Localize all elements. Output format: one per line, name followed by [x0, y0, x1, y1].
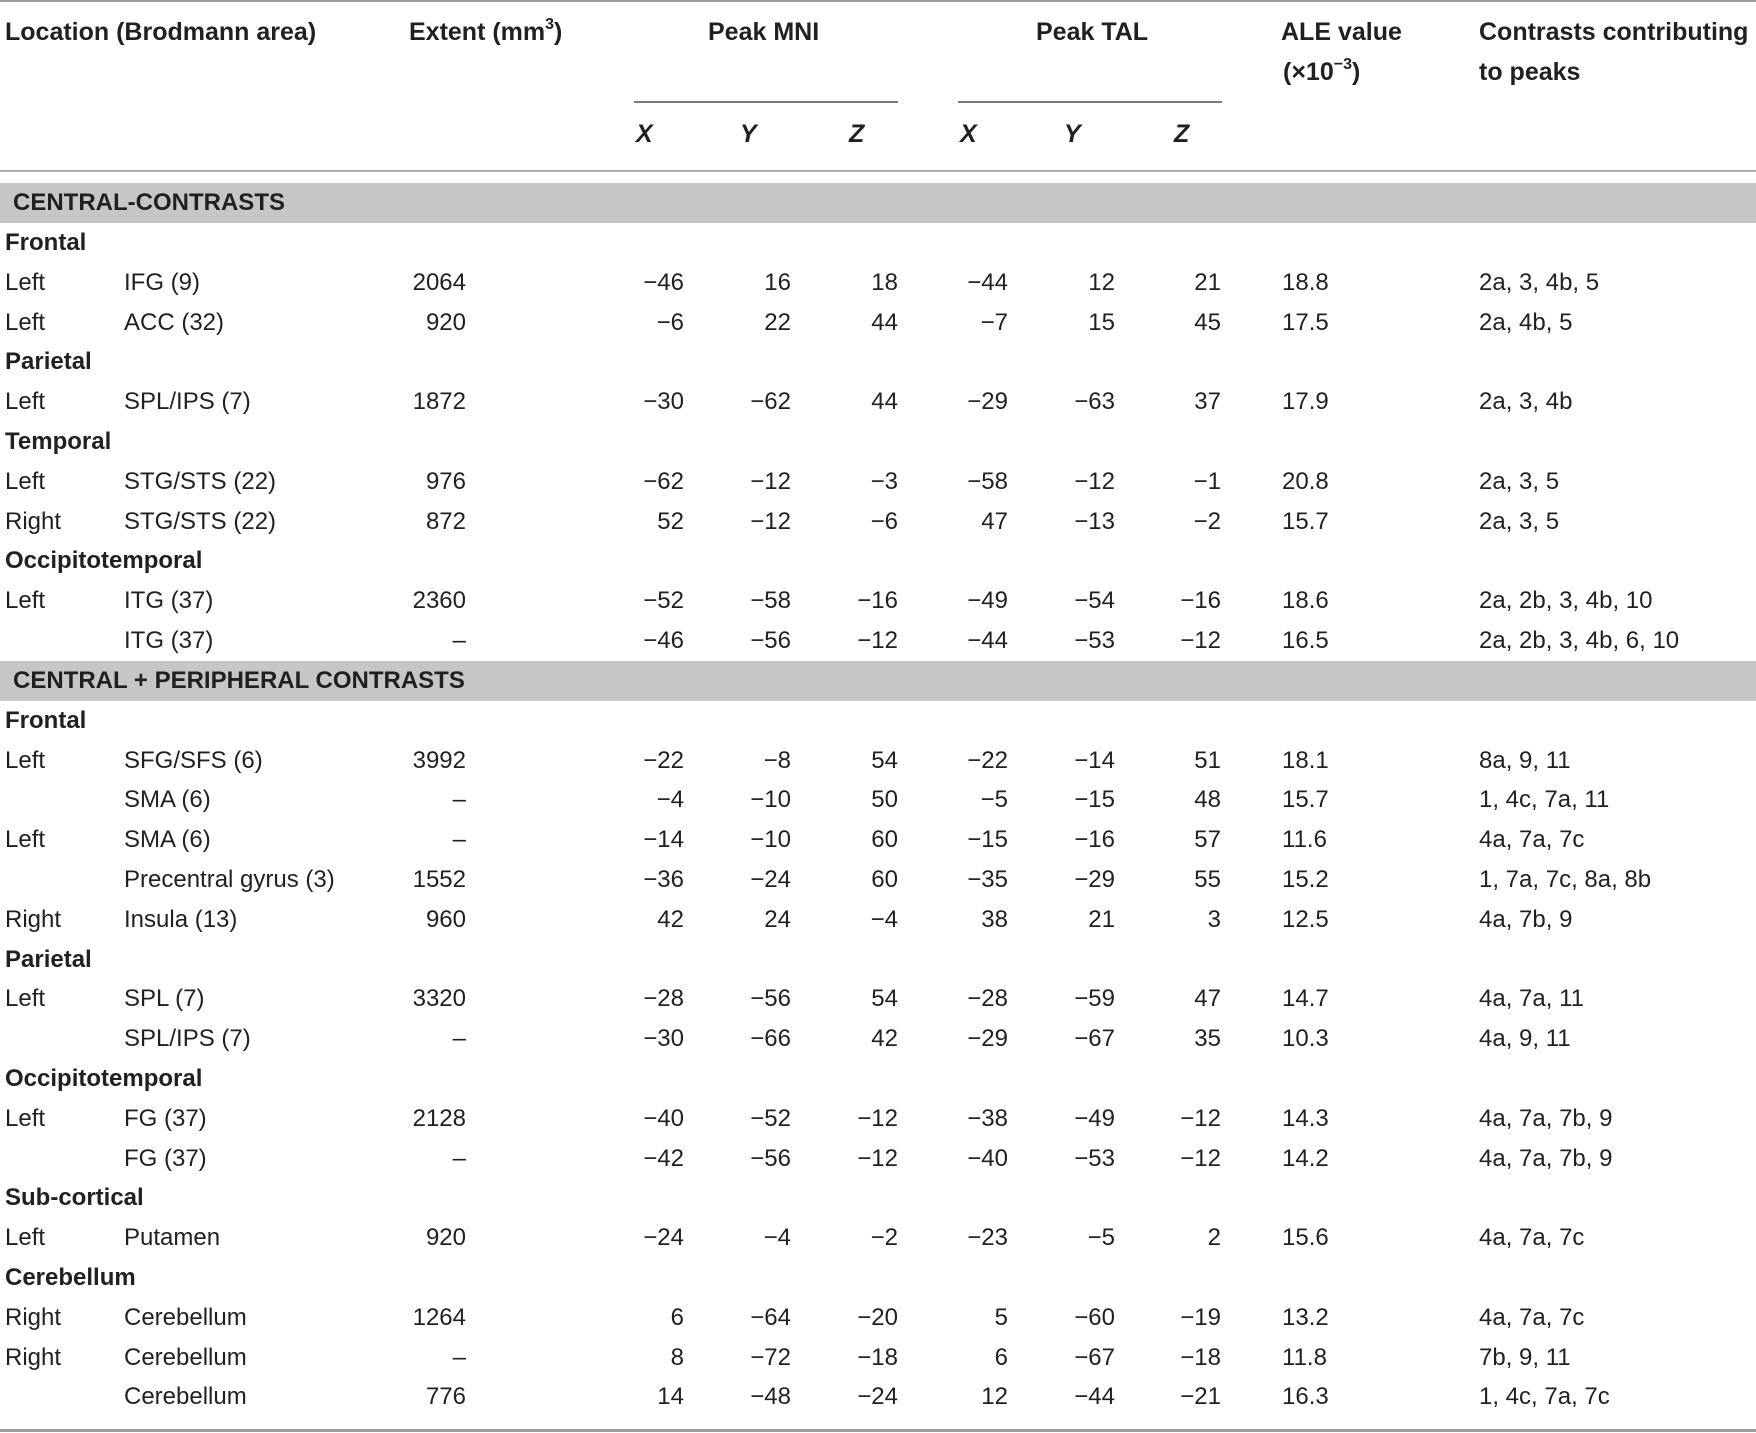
location-cell: Putamen: [124, 1224, 221, 1252]
hemisphere-cell: Right: [5, 1303, 62, 1331]
mni-x-cell: −52: [643, 587, 684, 615]
tal-x-cell: 5: [994, 1303, 1008, 1331]
peak-tal-underline: [958, 101, 1222, 103]
ale-value-cell: 20.8: [1282, 467, 1329, 495]
table-bottom-rule: [0, 1429, 1756, 1432]
tal-x-cell: −44: [967, 626, 1008, 654]
mni-y-cell: −10: [750, 786, 791, 814]
region-group-label: Occipitotemporal: [5, 1064, 203, 1092]
tal-x-cell: −15: [967, 826, 1008, 854]
table-row: [0, 741, 1756, 781]
location-cell: SPL/IPS (7): [124, 388, 251, 416]
mni-y-cell: −64: [750, 1303, 791, 1331]
table-row: [0, 1338, 1756, 1378]
tal-z-cell: −12: [1180, 626, 1221, 654]
ale-value-cell: 15.7: [1282, 786, 1329, 814]
region-group-row: [0, 1178, 1756, 1218]
mni-z-cell: 60: [871, 865, 898, 893]
tal-z-cell: 57: [1194, 826, 1221, 854]
mni-y-cell: −58: [750, 587, 791, 615]
ale-value-cell: 18.6: [1282, 587, 1329, 615]
location-cell: ITG (37): [124, 626, 214, 654]
ale-value-cell: 18.8: [1282, 268, 1329, 296]
tal-z-cell: −21: [1180, 1383, 1221, 1411]
ale-value-cell: 15.2: [1282, 865, 1329, 893]
mni-y-cell: −62: [750, 388, 791, 416]
region-group-label: Frontal: [5, 706, 87, 734]
location-cell: ACC (32): [124, 308, 225, 336]
region-group-row: [0, 223, 1756, 263]
contrasts-cell: 2a, 3, 4b, 5: [1479, 268, 1600, 296]
extent-cell: 2360: [412, 587, 466, 615]
hemisphere-cell: Left: [5, 587, 46, 615]
header-extent: Extent $(mm^3)$: [409, 15, 563, 46]
extent-cell: 920: [425, 308, 466, 336]
extent-cell: 3992: [412, 746, 466, 774]
tal-y-cell: −67: [1074, 1025, 1115, 1053]
mni-x-cell: 52: [657, 507, 684, 535]
peak-mni-underline: [634, 101, 898, 103]
ale-value-cell: 17.9: [1282, 388, 1329, 416]
header-tal-x: X: [960, 120, 977, 148]
tal-x-cell: 6: [994, 1343, 1008, 1371]
mni-x-cell: −24: [643, 1224, 684, 1252]
location-cell: Cerebellum: [124, 1303, 247, 1331]
header-contrasts-line2: to peaks: [1479, 58, 1581, 86]
mni-y-cell: −52: [750, 1104, 791, 1132]
extent-cell: 976: [425, 467, 466, 495]
mni-x-cell: 14: [657, 1383, 684, 1411]
tal-y-cell: −14: [1074, 746, 1115, 774]
location-cell: SMA (6): [124, 786, 211, 814]
tal-y-cell: 15: [1088, 308, 1115, 336]
hemisphere-cell: Left: [5, 467, 46, 495]
tal-z-cell: 3: [1207, 905, 1221, 933]
region-group-row: [0, 701, 1756, 741]
section-header-row: [0, 661, 1756, 701]
table-body: [0, 183, 1756, 1417]
extent-cell: 1264: [412, 1303, 466, 1331]
mni-z-cell: −20: [857, 1303, 898, 1331]
region-group-label: Frontal: [5, 229, 87, 256]
table-row: [0, 979, 1756, 1019]
hemisphere-cell: Right: [5, 1343, 62, 1371]
contrasts-cell: 2a, 3, 4b: [1479, 388, 1573, 416]
mni-y-cell: −8: [763, 746, 791, 774]
tal-y-cell: −44: [1074, 1383, 1115, 1411]
hemisphere-cell: Left: [5, 985, 46, 1013]
contrasts-cell: 4a, 7a, 11: [1479, 985, 1584, 1013]
table-row: [0, 1139, 1756, 1179]
mni-x-cell: −46: [643, 268, 684, 296]
tal-z-cell: 48: [1194, 786, 1221, 814]
tal-x-cell: −29: [967, 1025, 1008, 1053]
mni-y-cell: −12: [750, 507, 791, 535]
contrasts-cell: 4a, 7b, 9: [1479, 905, 1573, 933]
tal-y-cell: −53: [1074, 1144, 1115, 1172]
mni-x-cell: −62: [643, 467, 684, 495]
header-ale-line1: ALE value: [1281, 18, 1402, 46]
table-row: [0, 263, 1756, 303]
mni-x-cell: 8: [670, 1343, 684, 1371]
contrasts-cell: 2a, 3, 5: [1479, 467, 1560, 495]
hemisphere-cell: Left: [5, 388, 46, 416]
tal-x-cell: −29: [967, 388, 1008, 416]
location-cell: FG (37): [124, 1144, 207, 1172]
mni-z-cell: 50: [871, 786, 898, 814]
region-group-row: [0, 1258, 1756, 1298]
ale-value-cell: 16.3: [1282, 1383, 1329, 1411]
hemisphere-cell: Left: [5, 1104, 46, 1132]
extent-cell: 920: [425, 1224, 466, 1252]
extent-cell: 872: [425, 507, 466, 535]
header-contrasts-line1: Contrasts contributing: [1479, 18, 1749, 46]
mni-y-cell: −56: [750, 1144, 791, 1172]
region-group-label: Occipitotemporal: [5, 547, 203, 575]
tal-z-cell: 21: [1194, 268, 1221, 296]
mni-z-cell: −12: [857, 626, 898, 654]
table-row: [0, 900, 1756, 940]
tal-y-cell: −15: [1074, 786, 1115, 814]
ale-value-cell: 18.1: [1282, 746, 1329, 774]
tal-y-cell: −53: [1074, 626, 1115, 654]
contrasts-cell: 4a, 7a, 7b, 9: [1479, 1144, 1613, 1172]
mni-z-cell: 54: [871, 985, 898, 1013]
tal-x-cell: −28: [967, 985, 1008, 1013]
extent-cell: 3320: [412, 985, 466, 1013]
table-row: [0, 1377, 1756, 1417]
tal-x-cell: −44: [967, 268, 1008, 296]
region-group-row: [0, 541, 1756, 581]
tal-y-cell: −12: [1074, 467, 1115, 495]
location-cell: SPL/IPS (7): [124, 1025, 251, 1053]
mni-z-cell: 18: [871, 268, 898, 296]
mni-z-cell: −18: [857, 1343, 898, 1371]
region-group-row: [0, 1059, 1756, 1099]
header-mni-z: Z: [849, 120, 865, 148]
hemisphere-cell: Left: [5, 746, 46, 774]
mni-x-cell: −4: [656, 786, 684, 814]
header-mni-y: Y: [740, 120, 757, 148]
tal-z-cell: 55: [1194, 865, 1221, 893]
header-location: Location (Brodmann area): [5, 18, 317, 46]
table-row: [0, 780, 1756, 820]
tal-y-cell: −54: [1074, 587, 1115, 615]
tal-y-cell: −60: [1074, 1303, 1115, 1331]
mni-z-cell: 44: [871, 308, 898, 336]
section-label: CENTRAL + PERIPHERAL CONTRASTS: [13, 666, 465, 694]
hemisphere-cell: Left: [5, 308, 46, 336]
tal-z-cell: 47: [1194, 985, 1221, 1013]
mni-z-cell: −4: [870, 905, 898, 933]
mni-y-cell: −66: [750, 1025, 791, 1053]
tal-x-cell: −5: [980, 786, 1008, 814]
mni-y-cell: −10: [750, 826, 791, 854]
header-mni-x: X: [636, 120, 653, 148]
mni-y-cell: −56: [750, 626, 791, 654]
mni-y-cell: 24: [764, 905, 791, 933]
region-group-label: Temporal: [5, 427, 112, 455]
tal-z-cell: 51: [1194, 746, 1221, 774]
mni-x-cell: −40: [643, 1104, 684, 1132]
location-cell: SFG/SFS (6): [124, 746, 263, 774]
ale-value-cell: 17.5: [1282, 308, 1329, 336]
contrasts-cell: 2a, 2b, 3, 4b, 10: [1479, 587, 1653, 615]
mni-z-cell: −16: [857, 587, 898, 615]
tal-z-cell: −16: [1180, 587, 1221, 615]
tal-x-cell: 12: [981, 1383, 1008, 1411]
tal-x-cell: −7: [980, 308, 1008, 336]
mni-x-cell: −6: [656, 308, 684, 336]
table-row: [0, 303, 1756, 343]
ale-value-cell: 12.5: [1282, 905, 1329, 933]
mni-x-cell: −46: [643, 626, 684, 654]
tal-y-cell: 12: [1088, 268, 1115, 296]
location-cell: Cerebellum: [124, 1383, 247, 1411]
mni-x-cell: −28: [643, 985, 684, 1013]
ale-value-cell: 16.5: [1282, 626, 1329, 654]
contrasts-cell: 7b, 9, 11: [1479, 1343, 1571, 1371]
location-cell: SMA (6): [124, 826, 211, 854]
mni-z-cell: 60: [871, 826, 898, 854]
tal-y-cell: −13: [1074, 507, 1115, 535]
tal-x-cell: −35: [967, 865, 1008, 893]
extent-cell: 1872: [412, 388, 466, 416]
tal-z-cell: −12: [1180, 1144, 1221, 1172]
tal-z-cell: −12: [1180, 1104, 1221, 1132]
mni-x-cell: 6: [670, 1303, 684, 1331]
contrasts-cell: 2a, 2b, 3, 4b, 6, 10: [1479, 626, 1680, 654]
tal-x-cell: −49: [967, 587, 1008, 615]
ale-value-cell: 15.6: [1282, 1224, 1329, 1252]
header-peak-tal: Peak TAL: [1036, 18, 1149, 46]
location-cell: STG/STS (22): [124, 507, 277, 535]
contrasts-cell: 4a, 9, 11: [1479, 1025, 1571, 1053]
contrasts-cell: 2a, 4b, 5: [1479, 308, 1573, 336]
region-group-row: [0, 940, 1756, 980]
mni-z-cell: −12: [857, 1144, 898, 1172]
extent-cell: 1552: [412, 865, 466, 893]
header-tal-y: Y: [1064, 120, 1081, 148]
hemisphere-cell: Left: [5, 1224, 46, 1252]
mni-x-cell: 42: [657, 905, 684, 933]
contrasts-cell: 1, 4c, 7a, 11: [1479, 786, 1610, 814]
extent-cell: –: [452, 1144, 466, 1172]
table-row: [0, 1099, 1756, 1139]
tal-x-cell: 38: [981, 905, 1008, 933]
location-cell: Precentral gyrus (3): [124, 865, 335, 893]
header-peak-mni: Peak MNI: [708, 18, 820, 46]
tal-y-cell: −49: [1074, 1104, 1115, 1132]
tal-x-cell: −40: [967, 1144, 1008, 1172]
tal-z-cell: 45: [1194, 308, 1221, 336]
mni-z-cell: −3: [870, 467, 898, 495]
tal-z-cell: −2: [1193, 507, 1221, 535]
tal-x-cell: −58: [967, 467, 1008, 495]
table-row: [0, 860, 1756, 900]
table-row: [0, 1019, 1756, 1059]
mni-x-cell: −22: [643, 746, 684, 774]
location-cell: STG/STS (22): [124, 467, 277, 495]
table-row: [0, 462, 1756, 502]
hemisphere-cell: Right: [5, 905, 62, 933]
section-label: CENTRAL-CONTRASTS: [13, 189, 285, 216]
extent-cell: –: [452, 1025, 466, 1053]
location-cell: IFG (9): [124, 268, 200, 296]
mni-x-cell: −36: [643, 865, 684, 893]
tal-z-cell: −19: [1180, 1303, 1221, 1331]
mni-x-cell: −42: [643, 1144, 684, 1172]
ale-value-cell: 14.2: [1282, 1144, 1329, 1172]
extent-cell: 960: [425, 905, 466, 933]
table-top-rule: [0, 0, 1756, 2]
region-group-label: Parietal: [5, 945, 92, 973]
ale-value-cell: 15.7: [1282, 507, 1329, 535]
mni-y-cell: −72: [750, 1343, 791, 1371]
mni-y-cell: −4: [763, 1224, 791, 1252]
contrasts-cell: 4a, 7a, 7c: [1479, 1224, 1585, 1252]
region-group-row: [0, 422, 1756, 462]
contrasts-cell: 1, 7a, 7c, 8a, 8b: [1479, 865, 1652, 893]
mni-z-cell: −12: [857, 1104, 898, 1132]
contrasts-cell: 4a, 7a, 7c: [1479, 826, 1585, 854]
extent-cell: –: [452, 1343, 466, 1371]
contrasts-cell: 8a, 9, 11: [1479, 746, 1571, 774]
hemisphere-cell: Left: [5, 826, 46, 854]
ale-value-cell: 11.6: [1282, 826, 1327, 854]
mni-x-cell: −30: [643, 1025, 684, 1053]
mni-z-cell: 44: [871, 388, 898, 416]
ale-value-cell: 11.8: [1282, 1343, 1327, 1371]
location-cell: SPL (7): [124, 985, 205, 1013]
tal-z-cell: 37: [1194, 388, 1221, 416]
ale-value-cell: 14.7: [1282, 985, 1329, 1013]
header-tal-z: Z: [1174, 120, 1190, 148]
region-group-row: [0, 342, 1756, 382]
mni-z-cell: 54: [871, 746, 898, 774]
tal-y-cell: −16: [1074, 826, 1115, 854]
tal-z-cell: −1: [1193, 467, 1221, 495]
tal-z-cell: −18: [1180, 1343, 1221, 1371]
ale-value-cell: 10.3: [1282, 1025, 1329, 1053]
mni-z-cell: 42: [871, 1025, 898, 1053]
ale-value-cell: 14.3: [1282, 1104, 1329, 1132]
extent-cell: –: [452, 786, 466, 814]
mni-y-cell: −48: [750, 1383, 791, 1411]
region-group-label: Sub-cortical: [5, 1184, 144, 1212]
contrasts-cell: 4a, 7a, 7b, 9: [1479, 1104, 1613, 1132]
hemisphere-cell: Right: [5, 507, 62, 535]
table-row: [0, 820, 1756, 860]
tal-z-cell: 2: [1207, 1224, 1221, 1252]
mni-x-cell: −14: [643, 826, 684, 854]
extent-cell: 2064: [412, 268, 466, 296]
mni-y-cell: −24: [750, 865, 791, 893]
mni-y-cell: −56: [750, 985, 791, 1013]
tal-z-cell: 35: [1194, 1025, 1221, 1053]
ale-value-cell: 13.2: [1282, 1303, 1329, 1331]
tal-x-cell: 47: [981, 507, 1008, 535]
mni-y-cell: −12: [750, 467, 791, 495]
extent-cell: 776: [425, 1383, 466, 1411]
table-row: [0, 1218, 1756, 1258]
location-cell: Cerebellum: [124, 1343, 247, 1371]
mni-z-cell: −24: [857, 1383, 898, 1411]
table-row: [0, 1298, 1756, 1338]
tal-x-cell: −38: [967, 1104, 1008, 1132]
region-group-label: Parietal: [5, 348, 92, 376]
mni-x-cell: −30: [643, 388, 684, 416]
tal-y-cell: −5: [1087, 1224, 1115, 1252]
table-row: [0, 581, 1756, 621]
tal-x-cell: −23: [967, 1224, 1008, 1252]
header-bottom-rule: [0, 170, 1756, 172]
contrasts-cell: 2a, 3, 5: [1479, 507, 1560, 535]
mni-y-cell: 16: [764, 268, 791, 296]
table-row: [0, 621, 1756, 661]
tal-y-cell: −67: [1074, 1343, 1115, 1371]
table-row: [0, 382, 1756, 422]
contrasts-cell: 1, 4c, 7a, 7c: [1479, 1383, 1610, 1411]
location-cell: FG (37): [124, 1104, 207, 1132]
header-ale-line2: $(\times 10^{-3})$: [1283, 55, 1361, 86]
extent-cell: –: [452, 826, 466, 854]
tal-y-cell: −59: [1074, 985, 1115, 1013]
tal-y-cell: −29: [1074, 865, 1115, 893]
location-cell: ITG (37): [124, 587, 214, 615]
location-cell: Insula (13): [124, 905, 238, 933]
hemisphere-cell: Left: [5, 268, 46, 296]
section-header-row: [0, 183, 1756, 223]
contrasts-cell: 4a, 7a, 7c: [1479, 1303, 1585, 1331]
tal-y-cell: 21: [1088, 905, 1115, 933]
tal-y-cell: −63: [1074, 388, 1115, 416]
tal-x-cell: −22: [967, 746, 1008, 774]
mni-z-cell: −6: [870, 507, 898, 535]
table-row: [0, 502, 1756, 542]
mni-z-cell: −2: [870, 1224, 898, 1252]
extent-cell: –: [452, 626, 466, 654]
extent-cell: 2128: [412, 1104, 466, 1132]
mni-y-cell: 22: [764, 308, 791, 336]
region-group-label: Cerebellum: [5, 1263, 136, 1291]
